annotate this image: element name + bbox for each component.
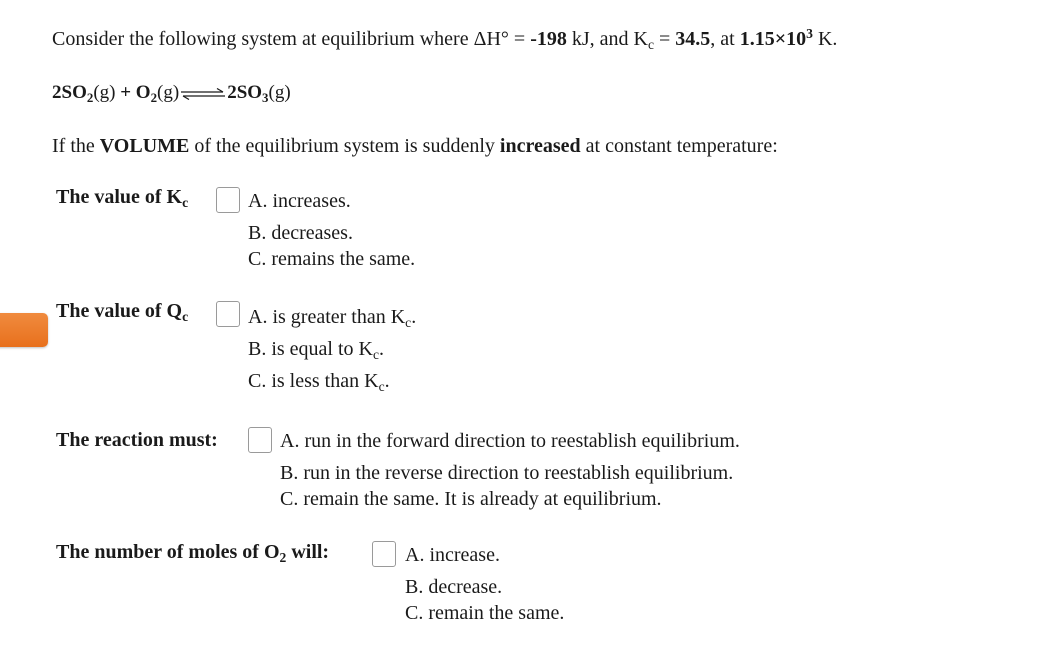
- temperature-value: $1.15\times 10^3$: [739, 26, 813, 50]
- question-kc-label: The value of $K_c$: [56, 186, 189, 211]
- delta-h-symbol: ΔH°: [473, 28, 509, 50]
- side-tab-marker[interactable]: [0, 313, 48, 347]
- option-b: B. is equal to $K_c$.: [248, 338, 385, 363]
- equilibrium-arrow-icon: [181, 88, 225, 100]
- answer-box-moles[interactable]: [372, 541, 396, 567]
- reactant-so2: $2SO_2$: [52, 82, 94, 106]
- option-c: C. remain the same.: [405, 602, 565, 624]
- option-c: C. is less than $K_c$.: [248, 370, 390, 395]
- question-reaction-label: The reaction must:: [56, 429, 218, 451]
- option-b: B. decreases.: [248, 222, 353, 244]
- reactant-o2: + $O_2$: [115, 82, 158, 106]
- option-a: A. run in the forward direction to reestablish equilibrium.: [280, 430, 740, 452]
- question-qc-label: The value of $Q_c$: [56, 300, 189, 325]
- options-qc: [248, 301, 416, 397]
- option-c: C. remains the same.: [248, 248, 416, 270]
- question-moles-label: The number of moles of $O_2$ will:: [56, 541, 330, 566]
- option-a: A. increase.: [405, 544, 500, 566]
- reaction-equation: $2SO_2(g) + O_2(g)$ $2SO_3(g)$: [52, 82, 291, 106]
- answer-box-qc[interactable]: [216, 301, 240, 327]
- option-a: A. is greater than $K_c$.: [248, 306, 417, 331]
- option-a: A. increases.: [248, 190, 351, 212]
- problem-statement: Consider the following system at equilibrium where ΔH° = -198 kJ, and $K_c = 34.5$, at $1.15\times 10^3$ K.: [52, 26, 838, 53]
- option-c: C. remain the same. It is already at equilibrium.: [280, 488, 662, 510]
- answer-box-reaction[interactable]: [248, 427, 272, 453]
- kc-value: 34.5: [675, 28, 711, 50]
- options-moles: [405, 542, 564, 626]
- options-reaction: [280, 428, 740, 512]
- condition-statement: If the VOLUME of the equilibrium system is suddenly increased at constant temperature:: [52, 135, 778, 157]
- answer-box-kc[interactable]: [216, 187, 240, 213]
- product-so3: $2SO_3$: [227, 82, 269, 106]
- options-kc: [248, 188, 415, 272]
- delta-h-value: -198: [530, 28, 567, 50]
- option-b: B. decrease.: [405, 576, 503, 598]
- option-b: B. run in the reverse direction to reestablish equilibrium.: [280, 462, 734, 484]
